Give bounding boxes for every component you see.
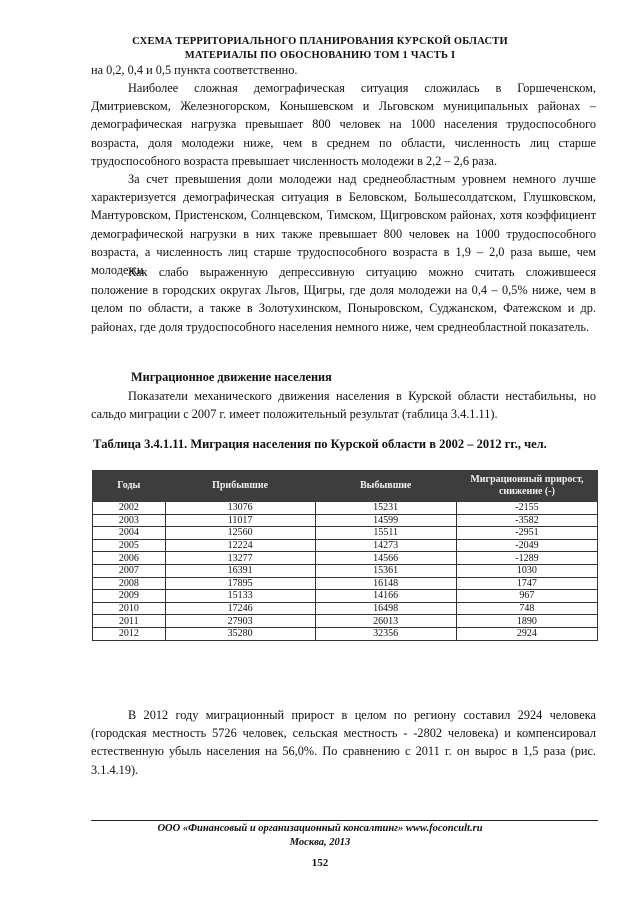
cell-year: 2007 [93,564,166,577]
cell-net-migration: -2049 [456,539,597,552]
footer-divider [91,820,598,821]
table-row [93,514,598,527]
migration-table [92,470,598,641]
paragraph-difficult-situation: Наиболее сложная демографическая ситуация сложилась в Горшеченском, Дмитриевском, Железногорском, Конышевском и Льговском муниципальных районах – демографическая нагрузка превышает 800 человек на 1000 населения трудоспособного возраста, доля молодежи ниже, чем в среднем по области, численность лиц старше трудоспособного возраста превышает численность молодежи в 2,2 – 2,6 раза. [91,81,596,168]
table-header-row [93,471,598,502]
cell-departed: 14273 [315,539,456,552]
cell-arrived: 11017 [165,514,315,527]
paragraph-continuation: на 0,2, 0,4 и 0,5 пункта соответственно. [91,63,298,77]
cell-net-migration: -2951 [456,527,597,540]
table-body [93,502,598,641]
table-row [93,627,598,640]
column-header-net-migration: Миграционный прирост, снижение (-) [456,471,597,502]
cell-departed: 32356 [315,627,456,640]
cell-net-migration: 967 [456,590,597,603]
cell-year: 2002 [93,502,166,515]
cell-departed: 15361 [315,564,456,577]
cell-year: 2004 [93,527,166,540]
cell-arrived: 13277 [165,552,315,565]
section-heading: Миграционное движение населения [131,370,332,384]
cell-net-migration: -2155 [456,502,597,515]
cell-departed: 16148 [315,577,456,590]
cell-year: 2006 [93,552,166,565]
table-row [93,539,598,552]
closing-paragraph: В 2012 году миграционный прирост в целом по региону составил 2924 человека (городская местность 5726 человек, сельская местность - -2802 человека) и компенсировал естественную убыль населения на 56,0%. По сравнению с 2011 г. он вырос в 1,5 раза (рис. 3.1.4.19). [91,708,596,777]
cell-year: 2005 [93,539,166,552]
cell-arrived: 35280 [165,627,315,640]
cell-departed: 14166 [315,590,456,603]
cell-net-migration: 2924 [456,627,597,640]
paragraph-depressive-situation: Как слабо выраженную депрессивную ситуацию можно считать сложившееся положение в городских округах Льгов, Щигры, где доля молодежи на 0,4 – 0,5% ниже, чем в целом по области, а также в Золотухинском, Поныровском, Суджанском, Фатежском и др. районах, где доля трудоспособного населения немного ниже, чем среднеобластной показатель. [91,265,596,334]
cell-arrived: 27903 [165,615,315,628]
table-row [93,577,598,590]
table-row [93,564,598,577]
table-row [93,602,598,615]
cell-arrived: 17895 [165,577,315,590]
section-intro-paragraph: Показатели механического движения населения в Курской области нестабильны, но сальдо миграции с 2007 г. имеет положительный результат (таблица 3.4.1.11). [91,389,596,422]
table-row [93,502,598,515]
table-row [93,615,598,628]
cell-year: 2012 [93,627,166,640]
cell-departed: 26013 [315,615,456,628]
cell-arrived: 15133 [165,590,315,603]
cell-departed: 14566 [315,552,456,565]
cell-arrived: 16391 [165,564,315,577]
cell-arrived: 12224 [165,539,315,552]
cell-departed: 15511 [315,527,456,540]
footer-city-year: Москва, 2013 [289,837,351,848]
cell-net-migration: -1289 [456,552,597,565]
cell-net-migration: 1747 [456,577,597,590]
cell-arrived: 13076 [165,502,315,515]
table-row [93,527,598,540]
footer-company: ООО «Финансовый и организационный консалтинг» www.foconcult.ru [157,823,483,834]
table-row [93,552,598,565]
document-title: СХЕМА ТЕРРИТОРИАЛЬНОГО ПЛАНИРОВАНИЯ КУРСКОЙ ОБЛАСТИ [132,36,508,47]
table-caption: Таблица 3.4.1.11. Миграция населения по Курской области в 2002 – 2012 гг., чел. [93,437,547,451]
cell-arrived: 12560 [165,527,315,540]
column-header-departed: Выбывшие [315,471,456,502]
cell-year: 2008 [93,577,166,590]
page-number: 152 [311,857,329,869]
paragraph-better-situation: За счет превышения доли молодежи над среднеобластным уровнем немного лучше характеризуется демографическая ситуация в Беловском, Большесолдатском, Глушковском, Мантуровском, Пристенском, Солнцевском, Тимском, Щигровском районах, хотя коэффициент демографической нагрузки в них также превышает 800 человек на 1000 трудоспособного возраста, а численность лиц старше трудоспособного возраста в 1,9 – 2,0 раза выше, чем молодежи. [91,172,596,278]
column-header-arrived: Прибывшие [165,471,315,502]
cell-year: 2010 [93,602,166,615]
cell-year: 2009 [93,590,166,603]
cell-departed: 14599 [315,514,456,527]
cell-departed: 15231 [315,502,456,515]
cell-arrived: 17246 [165,602,315,615]
cell-year: 2011 [93,615,166,628]
cell-net-migration: 748 [456,602,597,615]
document-subtitle: МАТЕРИАЛЫ ПО ОБОСНОВАНИЮ ТОМ 1 ЧАСТЬ I [184,50,456,61]
cell-departed: 16498 [315,602,456,615]
cell-net-migration: -3582 [456,514,597,527]
cell-year: 2003 [93,514,166,527]
cell-net-migration: 1890 [456,615,597,628]
cell-net-migration: 1030 [456,564,597,577]
column-header-years: Годы [93,471,166,502]
table-row [93,590,598,603]
